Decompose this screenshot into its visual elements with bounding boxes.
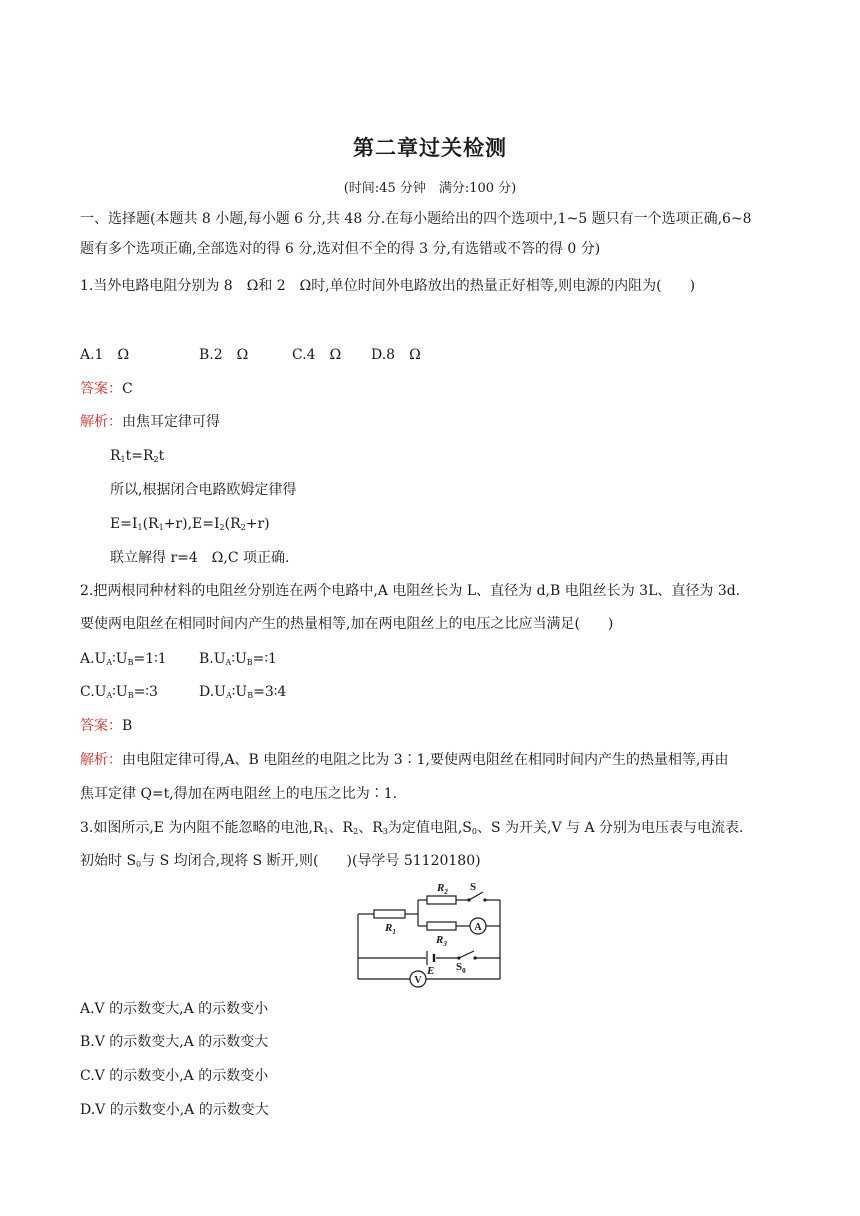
q1-analysis-line-3: 联立解得 r=4 Ω,C 项正确. — [110, 550, 290, 566]
svg-text:A: A — [474, 922, 482, 933]
voltmeter-icon — [410, 971, 426, 987]
q3-option-b: B.V 的示数变大,A 的示数变大 — [80, 1034, 269, 1050]
q1-analysis-line-2: 所以,根据闭合电路欧姆定律得 — [110, 482, 297, 498]
q1-answer — [80, 379, 133, 399]
q1-equation-2: $E=I_1(R_1+r),E=I_2(R_2+r)$ — [110, 516, 270, 532]
analysis-label: 解析： — [80, 752, 122, 768]
q3-stem-1: 3.如图所示,E 为内阻不能忽略的电池$,R_1$、$R_2$、$R_3$为定值电阻$,S_0$、S 为开关,V 与 A 分别为电压表与电流表. — [80, 820, 744, 836]
q2-analysis-2: 焦耳定律 Q=t,得加在两电阻丝上的电压之比为∶1. — [80, 786, 398, 802]
analysis-text: 由焦耳定律可得 — [122, 414, 220, 430]
label-s0: $S_0$ — [456, 961, 466, 975]
q2-answer — [80, 716, 132, 736]
label-r3: $R_3$ — [436, 934, 447, 948]
q2-stem-1: 2.把两根同种材料的电阻丝分别连在两个电路中,A 电阻丝长为 L、直径为 d,B 电阻丝长为 3L、直径为 3d. — [80, 583, 741, 599]
label-e: E — [427, 965, 435, 977]
q1-option-d: D.8 Ω — [371, 347, 421, 363]
q2-analysis-1 — [80, 750, 728, 770]
q2-stem-2: 要使两电阻丝在相同时间内产生的热量相等,加在两电阻丝上的电压之比应当满足( ) — [80, 616, 614, 632]
answer-label: 答案： — [80, 381, 122, 397]
circuit-diagram — [350, 878, 510, 990]
analysis-label: 解析： — [80, 414, 122, 430]
q1-option-c: C.4 Ω — [292, 347, 342, 363]
answer-value: C — [122, 381, 133, 397]
q3-option-a: A.V 的示数变大,A 的示数变小 — [80, 1001, 269, 1017]
switch-s — [467, 892, 486, 902]
section-instructions-1: 一、选择题(本题共 8 小题,每小题 6 分,共 48 分.在每小题给出的四个选项中,1~5 题只有一个选项正确,6~8 — [80, 211, 752, 227]
label-r2: $R_2$ — [437, 882, 448, 896]
battery-e — [427, 951, 434, 965]
resistor-r3 — [427, 922, 456, 930]
q3-option-d: D.V 的示数变小,A 的示数变大 — [80, 1102, 269, 1118]
q1-option-a: A.1 Ω — [80, 347, 130, 363]
ammeter-icon — [470, 918, 486, 934]
q2-option-a: $A.U_A∶U_B=1∶1$ — [80, 651, 167, 667]
answer-label: 答案： — [80, 718, 122, 734]
q3-option-c: C.V 的示数变小,A 的示数变小 — [80, 1068, 269, 1084]
q1-analysis — [80, 412, 220, 432]
q3-stem-2: 初始时 $S_0$与 S 均闭合,现将 S 断开,则( )(导学号 51120180) — [80, 853, 481, 869]
q1-stem: 1.当外电路电阻分别为 8 Ω和 2 Ω时,单位时间外电路放出的热量正好相等,则电源的内阻为( ) — [80, 278, 696, 294]
q2-option-d: $D.U_A∶U_B=3∶4$ — [199, 684, 287, 700]
label-s: S — [470, 881, 477, 893]
svg-text:V: V — [414, 975, 422, 986]
q2-option-c: $C.U_A∶U_B=∶3$ — [80, 684, 158, 700]
resistor-r2 — [427, 896, 456, 904]
label-r1: $R_1$ — [385, 922, 396, 936]
analysis-text: 由电阻定律可得,A、B 电阻丝的电阻之比为 3∶1,要使两电阻丝在相同时间内产生的热量相等,再由 — [122, 752, 729, 768]
q1-equation-1: $R_1t=R_2t$ — [110, 448, 165, 464]
section-instructions-2: 题有多个选项正确,全部选对的得 6 分,选对但不全的得 3 分,有选错或不答的得 0 分) — [80, 241, 601, 257]
switch-s0 — [457, 951, 476, 960]
q2-option-b: $B.U_A∶U_B=∶1$ — [199, 651, 277, 667]
exam-info: (时间:45 分钟 满分:100 分) — [343, 181, 517, 196]
q1-option-b: B.2 Ω — [199, 347, 249, 363]
resistor-r1 — [374, 910, 405, 918]
page-title: 第二章过关检测 — [353, 136, 507, 160]
answer-value: B — [122, 718, 133, 734]
